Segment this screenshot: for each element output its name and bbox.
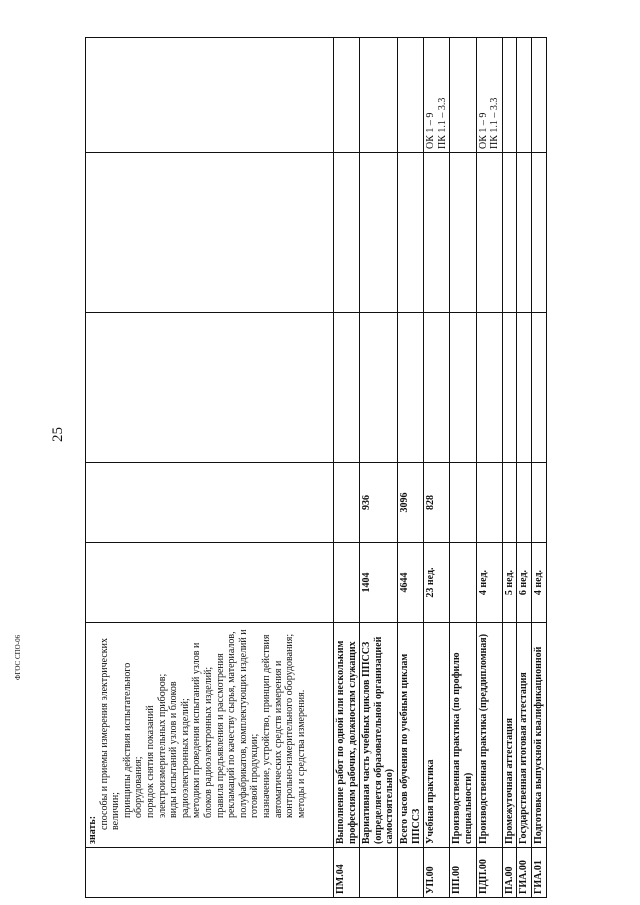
empty-cell bbox=[397, 153, 423, 313]
comp-cell bbox=[397, 38, 423, 153]
znat-item: способы и приемы измерения электрических величин; bbox=[98, 638, 122, 830]
name-cell: Подготовка выпускной квалификационной bbox=[531, 623, 546, 848]
page-number: 25 bbox=[50, 427, 66, 442]
table-row bbox=[397, 38, 423, 898]
code-cell: ПА.00 bbox=[502, 848, 517, 898]
code-cell: ПМ.04 bbox=[334, 848, 360, 898]
name-cell: Промежуточная аттестация bbox=[502, 623, 517, 848]
code-cell: ГИА.01 bbox=[531, 848, 546, 898]
empty-cell bbox=[502, 313, 517, 463]
req-cell: 936 bbox=[360, 463, 398, 543]
code-cell bbox=[397, 848, 423, 898]
comp-cell bbox=[517, 38, 532, 153]
comp-cell: ОК 1 – 9 ПК 1.1 – 3.3 bbox=[424, 38, 450, 153]
empty-cell bbox=[450, 313, 476, 463]
empty-cell bbox=[531, 313, 546, 463]
table-row bbox=[334, 38, 360, 898]
max-cell: 23 нед. bbox=[424, 543, 450, 623]
name-cell: Учебная практика bbox=[424, 623, 450, 848]
max-cell: 1404 bbox=[360, 543, 398, 623]
req-cell bbox=[334, 463, 360, 543]
max-cell bbox=[86, 543, 334, 623]
table-row bbox=[502, 38, 517, 898]
table-row bbox=[517, 38, 532, 898]
empty-cell bbox=[86, 153, 334, 313]
comp-cell bbox=[502, 38, 517, 153]
comp-cell bbox=[334, 38, 360, 153]
empty-cell bbox=[476, 313, 502, 463]
empty-cell bbox=[476, 153, 502, 313]
code-cell: ПП.00 bbox=[450, 848, 476, 898]
znat-item: правила предъявления и рассмотрения рекламаций по качеству сырья, материалов, полуфабрикатов, комплектующих изделий и готовой продукции; bbox=[214, 629, 261, 818]
code-cell: ГИА.00 bbox=[517, 848, 532, 898]
table-row-znat bbox=[86, 38, 334, 898]
max-cell bbox=[334, 543, 360, 623]
req-cell bbox=[502, 463, 517, 543]
empty-cell bbox=[86, 313, 334, 463]
curriculum-table bbox=[85, 37, 547, 898]
code-cell: ПДП.00 bbox=[476, 848, 502, 898]
empty-cell bbox=[450, 153, 476, 313]
max-cell: 4 нед. bbox=[476, 543, 502, 623]
comp-cell: ОК 1 – 9 ПК 1.1 – 3.3 bbox=[476, 38, 502, 153]
empty-cell bbox=[424, 153, 450, 313]
znat-item: методики проведения испытаний узлов и блоков радиоэлектронных изделий; bbox=[191, 642, 214, 818]
empty-cell bbox=[360, 313, 398, 463]
max-cell: 4 нед. bbox=[531, 543, 546, 623]
name-cell: Вариативная часть учебных циклов ППССЗ (определяется образовательной организацией самостоятельно) bbox=[360, 623, 398, 848]
name-cell: Государственная итоговая аттестация bbox=[517, 623, 532, 848]
empty-cell bbox=[397, 313, 423, 463]
req-cell: 3096 bbox=[397, 463, 423, 543]
max-cell: 5 нед. bbox=[502, 543, 517, 623]
empty-cell bbox=[334, 153, 360, 313]
max-cell: 6 нед. bbox=[517, 543, 532, 623]
max-cell bbox=[450, 543, 476, 623]
znat-item: назначение, устройство, принцип действия автоматических средств измерения и контрольно-измерительного оборудования; bbox=[260, 633, 296, 818]
empty-cell bbox=[424, 313, 450, 463]
table-row bbox=[450, 38, 476, 898]
znat-cell bbox=[86, 623, 334, 848]
empty-cell bbox=[531, 153, 546, 313]
empty-cell bbox=[517, 313, 532, 463]
table-row bbox=[424, 38, 450, 898]
name-cell: Производственная практика (преддипломная) bbox=[476, 623, 502, 848]
code-cell: УП.00 bbox=[424, 848, 450, 898]
name-cell: Производственная практика (по профилю специальности) bbox=[450, 623, 476, 848]
req-cell bbox=[86, 463, 334, 543]
empty-cell bbox=[334, 313, 360, 463]
empty-cell bbox=[517, 153, 532, 313]
comp-cell bbox=[531, 38, 546, 153]
req-cell bbox=[450, 463, 476, 543]
comp-cell bbox=[360, 38, 398, 153]
curriculum-table-rotated bbox=[85, 38, 585, 898]
table-row bbox=[531, 38, 546, 898]
znat-item: порядок снятия показаний электроизмерительных приборов; bbox=[144, 673, 168, 818]
empty-cell bbox=[502, 153, 517, 313]
znat-item: принципы действия испытательного оборудования; bbox=[121, 662, 145, 818]
znat-item: виды испытаний узлов и блоков радиоэлектронных изделий; bbox=[168, 681, 191, 818]
req-cell bbox=[531, 463, 546, 543]
name-cell: Всего часов обучения по учебным циклам ППССЗ bbox=[397, 623, 423, 848]
req-cell: 828 bbox=[424, 463, 450, 543]
req-cell bbox=[476, 463, 502, 543]
comp-cell bbox=[86, 38, 334, 153]
code-cell bbox=[86, 848, 334, 898]
code-cell bbox=[360, 848, 398, 898]
footer-code: ФГОС СПО-06 bbox=[14, 634, 22, 680]
name-cell: Выполнение работ по одной или нескольким профессиям рабочих, должностям служащих bbox=[334, 623, 360, 848]
empty-cell bbox=[360, 153, 398, 313]
znat-heading: знать: bbox=[87, 815, 98, 844]
req-cell bbox=[517, 463, 532, 543]
table-row bbox=[360, 38, 398, 898]
table-row bbox=[476, 38, 502, 898]
znat-item: методы и средства измерения. bbox=[295, 689, 307, 818]
comp-cell bbox=[450, 38, 476, 153]
max-cell: 4644 bbox=[397, 543, 423, 623]
